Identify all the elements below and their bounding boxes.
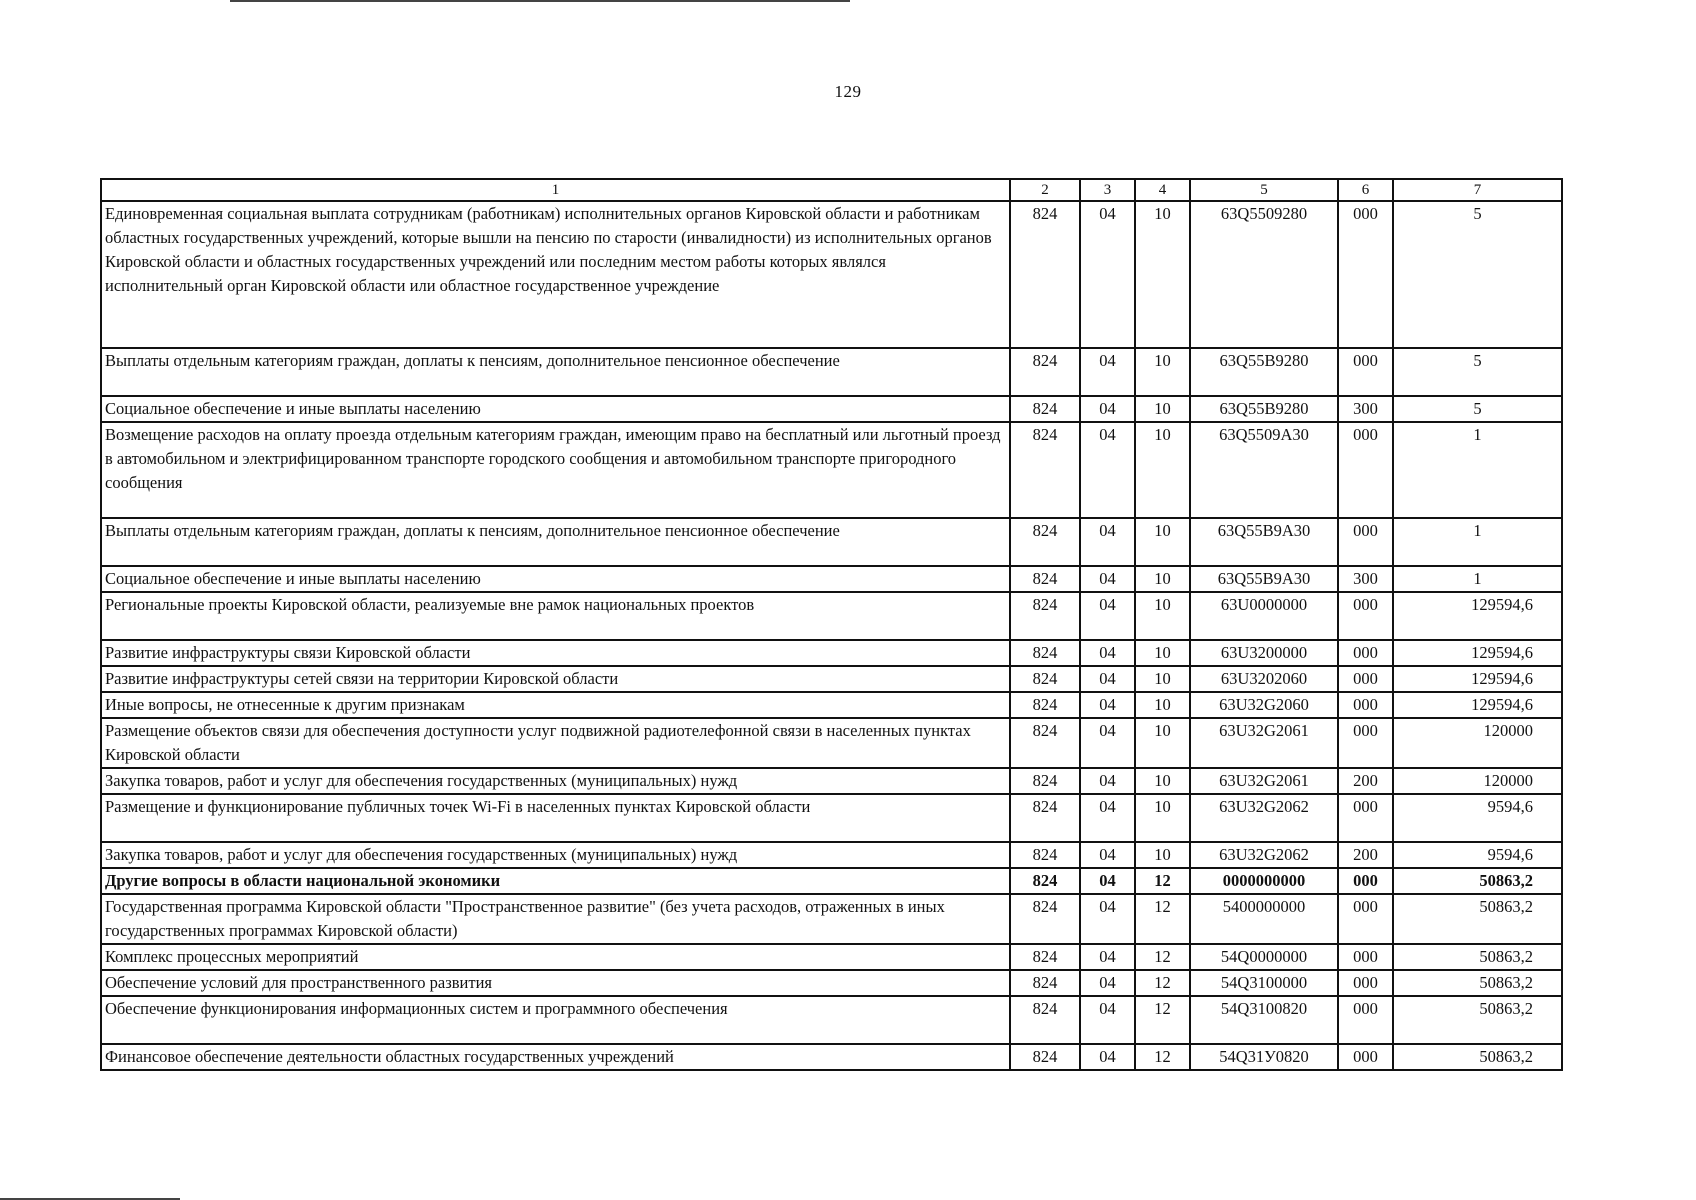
table-row bbox=[101, 201, 1562, 348]
table-row bbox=[101, 640, 1562, 666]
row-expense-type: 300 bbox=[1338, 566, 1393, 592]
row-subsection: 10 bbox=[1135, 768, 1190, 794]
row-target-article: 54Q3100000 bbox=[1190, 970, 1338, 996]
table-row bbox=[101, 518, 1562, 566]
row-amount: 129594,6 bbox=[1393, 592, 1562, 640]
row-section: 04 bbox=[1080, 640, 1135, 666]
row-name: Развитие инфраструктуры сетей связи на территории Кировской области bbox=[101, 666, 1010, 692]
row-grbs: 824 bbox=[1010, 894, 1080, 944]
row-grbs: 824 bbox=[1010, 1044, 1080, 1070]
row-grbs: 824 bbox=[1010, 718, 1080, 768]
header-col-1: 1 bbox=[101, 179, 1010, 201]
row-target-article: 63U32G2062 bbox=[1190, 794, 1338, 842]
row-expense-type: 000 bbox=[1338, 868, 1393, 894]
row-target-article: 63Q55B9280 bbox=[1190, 396, 1338, 422]
row-target-article: 63U3202060 bbox=[1190, 666, 1338, 692]
row-subsection: 12 bbox=[1135, 944, 1190, 970]
table-row bbox=[101, 396, 1562, 422]
row-subsection: 12 bbox=[1135, 1044, 1190, 1070]
row-amount: 9594,6 bbox=[1393, 842, 1562, 868]
table-row bbox=[101, 348, 1562, 396]
row-grbs: 824 bbox=[1010, 970, 1080, 996]
row-subsection: 10 bbox=[1135, 640, 1190, 666]
row-expense-type: 000 bbox=[1338, 692, 1393, 718]
row-subsection: 12 bbox=[1135, 894, 1190, 944]
row-subsection: 10 bbox=[1135, 201, 1190, 348]
row-target-article: 63Q55B9280 bbox=[1190, 348, 1338, 396]
row-section: 04 bbox=[1080, 396, 1135, 422]
row-amount: 129594,6 bbox=[1393, 692, 1562, 718]
row-grbs: 824 bbox=[1010, 842, 1080, 868]
row-amount: 120000 bbox=[1393, 768, 1562, 794]
row-section: 04 bbox=[1080, 996, 1135, 1044]
row-grbs: 824 bbox=[1010, 996, 1080, 1044]
row-expense-type: 200 bbox=[1338, 842, 1393, 868]
row-expense-type: 000 bbox=[1338, 666, 1393, 692]
row-amount: 50863,2 bbox=[1393, 996, 1562, 1044]
row-expense-type: 000 bbox=[1338, 894, 1393, 944]
row-grbs: 824 bbox=[1010, 592, 1080, 640]
row-target-article: 63U32G2061 bbox=[1190, 718, 1338, 768]
row-expense-type: 000 bbox=[1338, 970, 1393, 996]
row-name: Иные вопросы, не отнесенные к другим признакам bbox=[101, 692, 1010, 718]
row-name: Размещение объектов связи для обеспечения доступности услуг подвижной радиотелефонной связи в населенных пунктах Кировской области bbox=[101, 718, 1010, 768]
row-name: Возмещение расходов на оплату проезда отдельным категориям граждан, имеющим право на бесплатный или льготный проезд в автомобильном и электрифицированном транспорте городского сообщения и автомобильном транспорте пригородного сообщения bbox=[101, 422, 1010, 518]
row-section: 04 bbox=[1080, 201, 1135, 348]
row-target-article: 5400000000 bbox=[1190, 894, 1338, 944]
table-row bbox=[101, 692, 1562, 718]
row-name: Обеспечение функционирования информационных систем и программного обеспечения bbox=[101, 996, 1010, 1044]
row-expense-type: 000 bbox=[1338, 348, 1393, 396]
row-amount: 50863,2 bbox=[1393, 894, 1562, 944]
row-subsection: 10 bbox=[1135, 592, 1190, 640]
row-name: Закупка товаров, работ и услуг для обеспечения государственных (муниципальных) нужд bbox=[101, 768, 1010, 794]
row-name: Закупка товаров, работ и услуг для обеспечения государственных (муниципальных) нужд bbox=[101, 842, 1010, 868]
row-grbs: 824 bbox=[1010, 566, 1080, 592]
row-subsection: 10 bbox=[1135, 396, 1190, 422]
row-target-article: 63Q55B9A30 bbox=[1190, 566, 1338, 592]
row-target-article: 63Q5509A30 bbox=[1190, 422, 1338, 518]
row-target-article: 63U32G2061 bbox=[1190, 768, 1338, 794]
table-row bbox=[101, 970, 1562, 996]
row-section: 04 bbox=[1080, 868, 1135, 894]
row-expense-type: 000 bbox=[1338, 794, 1393, 842]
row-amount: 5 bbox=[1393, 396, 1562, 422]
row-name: Региональные проекты Кировской области, реализуемые вне рамок национальных проектов bbox=[101, 592, 1010, 640]
row-section: 04 bbox=[1080, 718, 1135, 768]
row-expense-type: 000 bbox=[1338, 718, 1393, 768]
row-target-article: 63U32G2062 bbox=[1190, 842, 1338, 868]
row-expense-type: 200 bbox=[1338, 768, 1393, 794]
row-section: 04 bbox=[1080, 692, 1135, 718]
row-expense-type: 000 bbox=[1338, 640, 1393, 666]
row-subsection: 10 bbox=[1135, 348, 1190, 396]
table-row bbox=[101, 666, 1562, 692]
table-row bbox=[101, 1044, 1562, 1070]
table-row bbox=[101, 894, 1562, 944]
page-number: 129 bbox=[834, 82, 862, 101]
row-expense-type: 000 bbox=[1338, 592, 1393, 640]
scan-edge-line bbox=[230, 0, 850, 2]
row-amount: 50863,2 bbox=[1393, 868, 1562, 894]
row-subsection: 10 bbox=[1135, 794, 1190, 842]
row-subsection: 10 bbox=[1135, 666, 1190, 692]
row-section: 04 bbox=[1080, 768, 1135, 794]
row-expense-type: 000 bbox=[1338, 201, 1393, 348]
table-row bbox=[101, 868, 1562, 894]
row-amount: 5 bbox=[1393, 348, 1562, 396]
row-amount: 5 bbox=[1393, 201, 1562, 348]
row-target-article: 54Q3100820 bbox=[1190, 996, 1338, 1044]
row-section: 04 bbox=[1080, 592, 1135, 640]
row-subsection: 12 bbox=[1135, 868, 1190, 894]
row-name: Другие вопросы в области национальной экономики bbox=[101, 868, 1010, 894]
row-target-article: 54Q31У0820 bbox=[1190, 1044, 1338, 1070]
row-grbs: 824 bbox=[1010, 692, 1080, 718]
row-target-article: 63U0000000 bbox=[1190, 592, 1338, 640]
row-target-article: 54Q0000000 bbox=[1190, 944, 1338, 970]
row-name: Обеспечение условий для пространственного развития bbox=[101, 970, 1010, 996]
row-name: Единовременная социальная выплата сотрудникам (работникам) исполнительных органов Кировской области и работникам областных государственных учреждений, которые вышли на пенсию по старости (инвалидности) из исполнительных органов Кировской области и областных государственных учреждений или последним местом работы которых являлся исполнительный орган Кировской области или областное государственное учреждение bbox=[101, 201, 1010, 348]
row-subsection: 10 bbox=[1135, 566, 1190, 592]
row-grbs: 824 bbox=[1010, 794, 1080, 842]
row-amount: 129594,6 bbox=[1393, 666, 1562, 692]
row-expense-type: 000 bbox=[1338, 422, 1393, 518]
table-row bbox=[101, 996, 1562, 1044]
row-grbs: 824 bbox=[1010, 422, 1080, 518]
row-section: 04 bbox=[1080, 518, 1135, 566]
row-target-article: 63Q55B9A30 bbox=[1190, 518, 1338, 566]
header-col-2: 2 bbox=[1010, 179, 1080, 201]
row-section: 04 bbox=[1080, 794, 1135, 842]
row-subsection: 12 bbox=[1135, 996, 1190, 1044]
table-row bbox=[101, 794, 1562, 842]
table-row bbox=[101, 718, 1562, 768]
row-expense-type: 000 bbox=[1338, 1044, 1393, 1070]
table-row bbox=[101, 842, 1562, 868]
row-grbs: 824 bbox=[1010, 518, 1080, 566]
row-name: Развитие инфраструктуры связи Кировской области bbox=[101, 640, 1010, 666]
table-header-row bbox=[101, 179, 1562, 201]
row-subsection: 10 bbox=[1135, 422, 1190, 518]
row-amount: 9594,6 bbox=[1393, 794, 1562, 842]
row-amount: 1 bbox=[1393, 518, 1562, 566]
row-section: 04 bbox=[1080, 944, 1135, 970]
header-col-4: 4 bbox=[1135, 179, 1190, 201]
row-name: Размещение и функционирование публичных точек Wi-Fi в населенных пунктах Кировской области bbox=[101, 794, 1010, 842]
row-expense-type: 000 bbox=[1338, 518, 1393, 566]
table-row bbox=[101, 768, 1562, 794]
row-subsection: 12 bbox=[1135, 970, 1190, 996]
header-col-3: 3 bbox=[1080, 179, 1135, 201]
table-row bbox=[101, 422, 1562, 518]
row-section: 04 bbox=[1080, 894, 1135, 944]
row-expense-type: 000 bbox=[1338, 996, 1393, 1044]
row-grbs: 824 bbox=[1010, 768, 1080, 794]
header-col-5: 5 bbox=[1190, 179, 1338, 201]
row-expense-type: 000 bbox=[1338, 944, 1393, 970]
row-subsection: 10 bbox=[1135, 718, 1190, 768]
table-row bbox=[101, 566, 1562, 592]
row-subsection: 10 bbox=[1135, 518, 1190, 566]
row-section: 04 bbox=[1080, 422, 1135, 518]
row-amount: 50863,2 bbox=[1393, 970, 1562, 996]
table-row bbox=[101, 944, 1562, 970]
budget-table bbox=[100, 178, 1563, 1071]
row-amount: 1 bbox=[1393, 566, 1562, 592]
row-amount: 50863,2 bbox=[1393, 944, 1562, 970]
row-grbs: 824 bbox=[1010, 640, 1080, 666]
row-amount: 1 bbox=[1393, 422, 1562, 518]
row-section: 04 bbox=[1080, 1044, 1135, 1070]
row-amount: 50863,2 bbox=[1393, 1044, 1562, 1070]
row-grbs: 824 bbox=[1010, 666, 1080, 692]
row-section: 04 bbox=[1080, 566, 1135, 592]
row-name: Комплекс процессных мероприятий bbox=[101, 944, 1010, 970]
header-col-7: 7 bbox=[1393, 179, 1562, 201]
row-target-article: 63Q5509280 bbox=[1190, 201, 1338, 348]
row-amount: 120000 bbox=[1393, 718, 1562, 768]
row-amount: 129594,6 bbox=[1393, 640, 1562, 666]
row-grbs: 824 bbox=[1010, 348, 1080, 396]
row-section: 04 bbox=[1080, 842, 1135, 868]
row-target-article: 63U32G2060 bbox=[1190, 692, 1338, 718]
row-subsection: 10 bbox=[1135, 842, 1190, 868]
row-name: Социальное обеспечение и иные выплаты населению bbox=[101, 566, 1010, 592]
row-grbs: 824 bbox=[1010, 396, 1080, 422]
row-name: Социальное обеспечение и иные выплаты населению bbox=[101, 396, 1010, 422]
row-grbs: 824 bbox=[1010, 944, 1080, 970]
table-row bbox=[101, 592, 1562, 640]
row-expense-type: 300 bbox=[1338, 396, 1393, 422]
row-name: Финансовое обеспечение деятельности областных государственных учреждений bbox=[101, 1044, 1010, 1070]
row-section: 04 bbox=[1080, 348, 1135, 396]
row-subsection: 10 bbox=[1135, 692, 1190, 718]
row-section: 04 bbox=[1080, 970, 1135, 996]
header-col-6: 6 bbox=[1338, 179, 1393, 201]
row-target-article: 0000000000 bbox=[1190, 868, 1338, 894]
row-target-article: 63U3200000 bbox=[1190, 640, 1338, 666]
row-name: Выплаты отдельным категориям граждан, доплаты к пенсиям, дополнительное пенсионное обеспечение bbox=[101, 518, 1010, 566]
row-name: Государственная программа Кировской области "Пространственное развитие" (без учета расходов, отраженных в иных государственных программах Кировской области) bbox=[101, 894, 1010, 944]
row-name: Выплаты отдельным категориям граждан, доплаты к пенсиям, дополнительное пенсионное обеспечение bbox=[101, 348, 1010, 396]
row-section: 04 bbox=[1080, 666, 1135, 692]
row-grbs: 824 bbox=[1010, 201, 1080, 348]
row-grbs: 824 bbox=[1010, 868, 1080, 894]
